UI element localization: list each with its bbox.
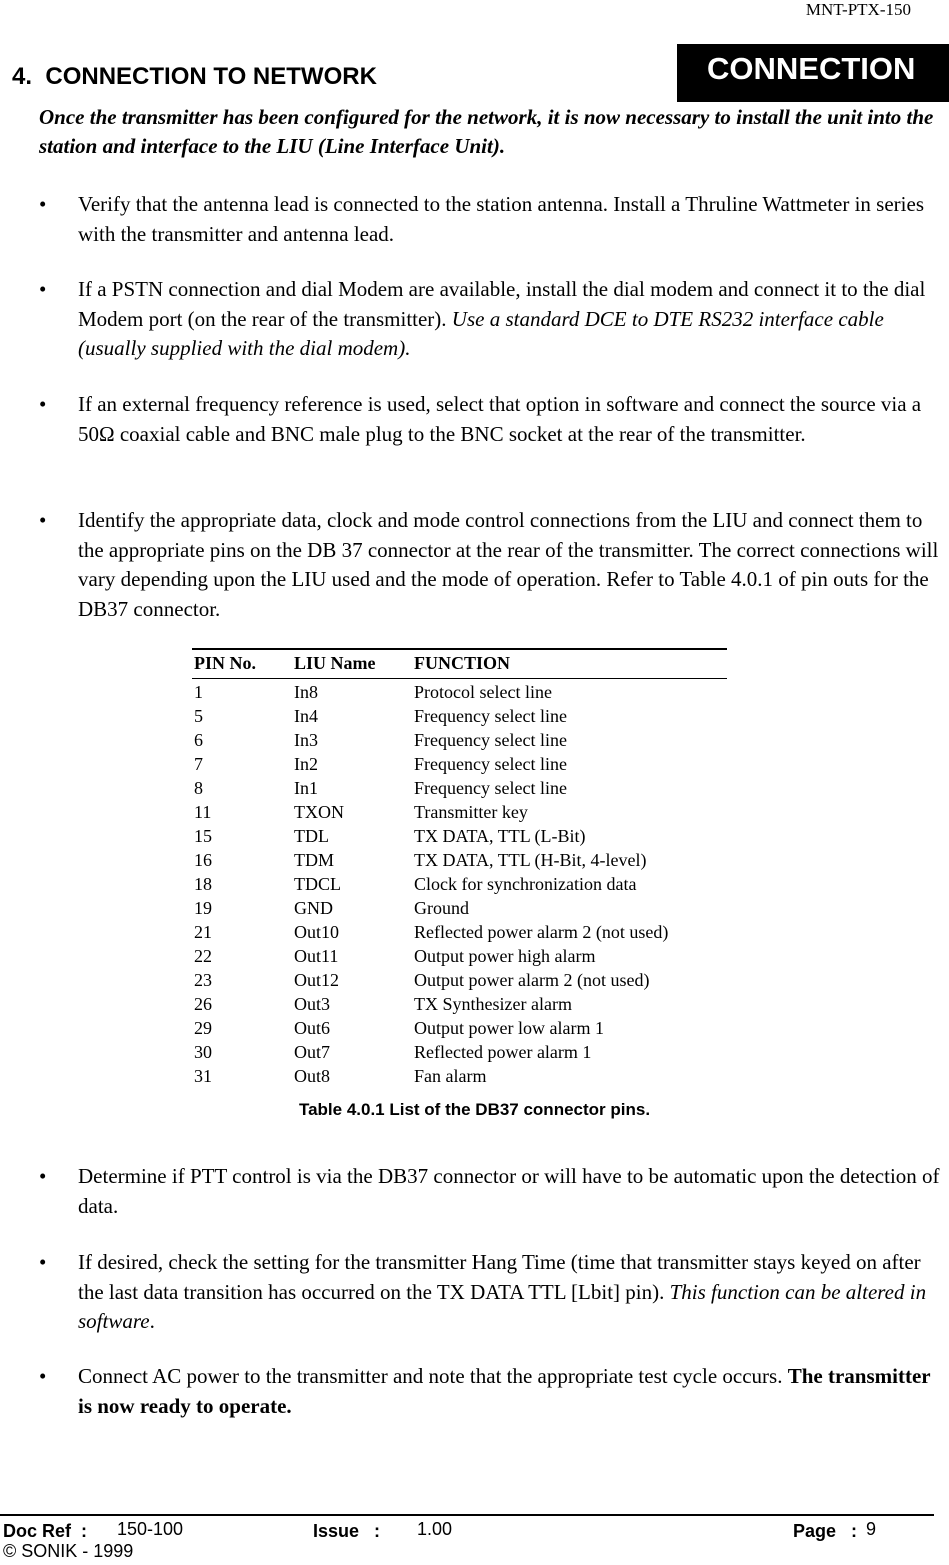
cell-function: Reflected power alarm 1	[414, 1042, 592, 1062]
bullet-text: If an external frequency reference is used, select that option in software and connect the source via a 50Ω coaxial cable and BNC male plug to the BNC socket at the rear of the transmitter.	[78, 392, 922, 446]
table-row	[192, 991, 727, 1015]
doc-ref-value: 150-100	[117, 1519, 184, 1539]
cell-function: Output power low alarm 1	[414, 1018, 604, 1038]
cell-liu-name: TXON	[294, 802, 344, 822]
page-separator: :	[851, 1521, 858, 1541]
cell-function: Fan alarm	[414, 1066, 487, 1086]
cell-liu-name: Out11	[294, 946, 339, 966]
table-row	[192, 727, 727, 751]
bullet-tail: .	[149, 1309, 155, 1333]
table-body	[192, 679, 727, 1087]
cell-pin: 6	[194, 730, 203, 750]
section-number: 4.	[12, 63, 33, 90]
table-row	[192, 1063, 727, 1087]
table-row	[192, 967, 727, 991]
table-row	[192, 895, 727, 919]
table-row	[192, 679, 727, 703]
cell-pin: 7	[194, 754, 203, 774]
footer-page	[793, 1521, 857, 1542]
bullet-bold-text: The transmitter is now ready to operate.	[78, 1364, 931, 1418]
table-row	[192, 1039, 727, 1063]
table-row	[192, 943, 727, 967]
cell-pin: 18	[194, 874, 212, 894]
cell-liu-name: TDM	[294, 850, 334, 870]
bullet-symbol: •	[39, 1250, 47, 1274]
table-row	[192, 751, 727, 775]
bullet-text: Verify that the antenna lead is connected to the station antenna. Install a Thruline Wattmeter in series with the transmitter and antenna lead.	[78, 192, 924, 246]
section-heading	[12, 63, 377, 91]
cell-pin: 23	[194, 970, 212, 990]
cell-liu-name: In3	[294, 730, 318, 750]
issue-label: Issue	[313, 1521, 360, 1541]
doc-ref-separator: :	[81, 1521, 88, 1541]
bullet-symbol: •	[39, 192, 47, 216]
cell-pin: 19	[194, 898, 212, 918]
cell-liu-name: GND	[294, 898, 333, 918]
cell-liu-name: Out8	[294, 1066, 330, 1086]
table-row	[192, 919, 727, 943]
cell-pin: 11	[194, 802, 212, 822]
table-row	[192, 871, 727, 895]
cell-liu-name: TDCL	[294, 874, 341, 894]
cell-pin: 5	[194, 706, 203, 726]
cell-function: Ground	[414, 898, 469, 918]
cell-pin: 29	[194, 1018, 212, 1038]
cell-liu-name: Out3	[294, 994, 330, 1014]
cell-liu-name: In4	[294, 706, 318, 726]
bullet-text: Determine if PTT control is via the DB37 connector or will have to be automatic upon the detection of data.	[78, 1164, 940, 1218]
cell-pin: 1	[194, 682, 203, 702]
section-tab: CONNECTION	[677, 44, 949, 102]
cell-pin: 16	[194, 850, 212, 870]
cell-liu-name: In1	[294, 778, 318, 798]
cell-function: Reflected power alarm 2 (not used)	[414, 922, 669, 942]
bullet-text: Connect AC power to the transmitter and note that the appropriate test cycle occurs.	[78, 1364, 788, 1388]
cell-pin: 15	[194, 826, 212, 846]
col-header-function: FUNCTION	[414, 653, 511, 673]
issue-separator: :	[374, 1521, 381, 1541]
table-row	[192, 703, 727, 727]
intro-paragraph: Once the transmitter has been configured for the network, it is now necessary to install the unit into the station and interface to the LIU (Line Interface Unit).	[39, 105, 934, 158]
cell-liu-name: In2	[294, 754, 318, 774]
cell-function: TX DATA, TTL (H-Bit, 4-level)	[414, 850, 647, 870]
table-row	[192, 847, 727, 871]
cell-function: Frequency select line	[414, 754, 567, 774]
col-header-pin: PIN No.	[194, 653, 256, 673]
cell-function: Frequency select line	[414, 778, 567, 798]
section-title: CONNECTION TO NETWORK	[45, 63, 377, 90]
table-row	[192, 775, 727, 799]
bullet-text: If desired, check the setting for the transmitter Hang Time (time that transmitter stays keyed on after the last data transition has occurred on the TX DATA TTL [Lbit] pin).	[78, 1250, 921, 1304]
copyright: © SONIK - 1999	[3, 1541, 134, 1561]
bullet-italic-text: Use a standard DCE to DTE RS232 interface cable (usually supplied with the dial modem).	[78, 306, 884, 360]
cell-liu-name: TDL	[294, 826, 329, 846]
bullet-symbol: •	[39, 1164, 47, 1188]
bullet-symbol: •	[39, 277, 47, 301]
cell-function: Frequency select line	[414, 706, 567, 726]
cell-function: Protocol select line	[414, 682, 552, 702]
cell-liu-name: Out6	[294, 1018, 330, 1038]
table-header-row	[192, 648, 727, 679]
cell-liu-name: In8	[294, 682, 318, 702]
cell-function: TX Synthesizer alarm	[414, 994, 572, 1014]
cell-function: Output power alarm 2 (not used)	[414, 970, 650, 990]
cell-liu-name: Out12	[294, 970, 339, 990]
table-row	[192, 823, 727, 847]
bullet-italic-text: This function can be altered in software	[78, 1279, 927, 1333]
cell-pin: 8	[194, 778, 203, 798]
doc-ref-label: Doc Ref	[3, 1521, 72, 1541]
table-caption: Table 4.0.1 List of the DB37 connector pins.	[298, 1100, 651, 1119]
bullet-text: If a PSTN connection and dial Modem are available, install the dial modem and connect it to the dial Modem port (on the rear of the transmitter).	[78, 277, 926, 331]
cell-function: Clock for synchronization data	[414, 874, 637, 894]
document-code: MNT-PTX-150	[805, 0, 911, 19]
pin-table	[192, 648, 727, 1087]
bullet-text: Identify the appropriate data, clock and mode control connections from the LIU and connect them to the appropriate pins on the DB 37 connector at the rear of the transmitter. The correct connections will vary depending upon the LIU used and the mode of operation. Refer to Table 4.0.1 of pin outs for the DB37 connector.	[78, 508, 939, 621]
cell-pin: 26	[194, 994, 212, 1014]
cell-liu-name: Out10	[294, 922, 339, 942]
cell-pin: 31	[194, 1066, 212, 1086]
footer-doc-ref	[3, 1521, 87, 1542]
cell-liu-name: Out7	[294, 1042, 330, 1062]
cell-pin: 30	[194, 1042, 212, 1062]
issue-value: 1.00	[417, 1519, 453, 1539]
cell-function: Transmitter key	[414, 802, 528, 822]
footer-divider	[0, 1514, 934, 1516]
table-row	[192, 1015, 727, 1039]
cell-function: Output power high alarm	[414, 946, 596, 966]
page-value: 9	[866, 1519, 877, 1539]
cell-function: TX DATA, TTL (L-Bit)	[414, 826, 586, 846]
bullet-symbol: •	[39, 1364, 47, 1388]
footer-issue	[313, 1521, 380, 1542]
page-label: Page	[793, 1521, 837, 1541]
bullet-symbol: •	[39, 508, 47, 532]
table-row	[192, 799, 727, 823]
cell-pin: 22	[194, 946, 212, 966]
cell-pin: 21	[194, 922, 212, 942]
cell-function: Frequency select line	[414, 730, 567, 750]
bullet-symbol: •	[39, 392, 47, 416]
col-header-liu-name: LIU Name	[294, 653, 376, 673]
